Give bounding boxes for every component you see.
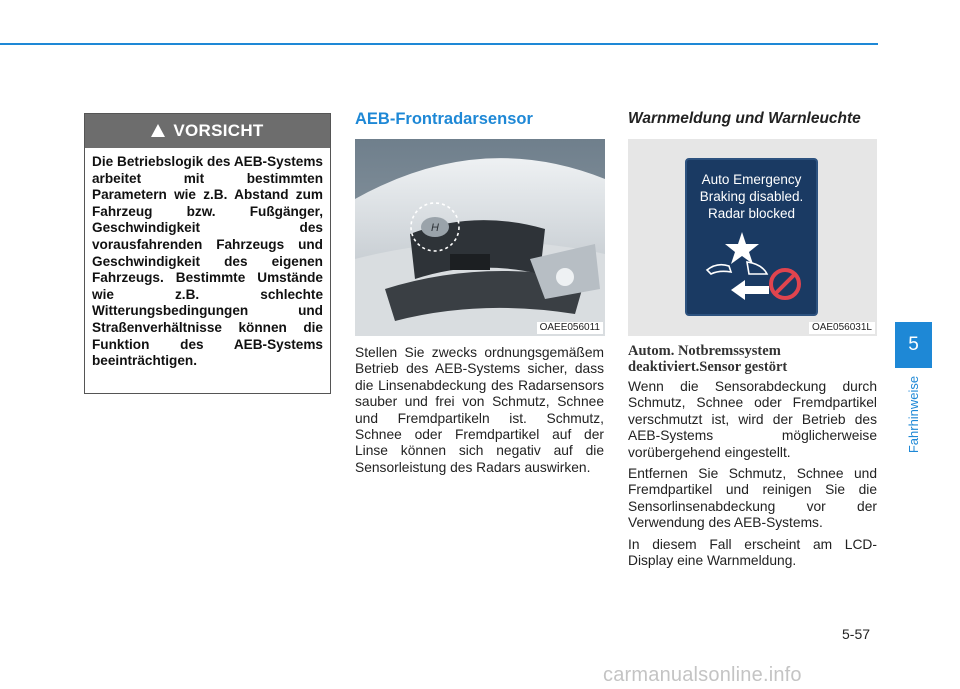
radar-blocked-icon <box>687 222 816 322</box>
warning-section-text <box>628 379 877 574</box>
car-image-label: OAEE056011 <box>537 322 603 334</box>
sensor-section-title: AEB-Frontradarsensor <box>355 110 533 128</box>
paragraph: Wenn die Sensorabdeckung durch Schmutz, Schnee oder Fremdpartikel verschmutzt ist, wird der Betrieb des AEB-Systems möglicherweise vorübergehend eingestellt. <box>628 379 877 460</box>
lcd-message <box>687 171 816 222</box>
lcd-message-heading <box>628 343 877 375</box>
lcd-screen <box>685 158 818 316</box>
caution-text: Die Betriebslogik des AEB-Systems arbeitet mit bestimmten Parametern wie z.B. Abstand zum Fahrzeug bzw. Fußgänger, Geschwindigkeit des vorausfahrenden Fahrzeugs und Geschwindigkeit des eigenen Fahrzeugs. Bestimmte Umstände wie z.B. schlechte Witterungsbedingungen und Straßenverhältnisse können die Funktion des AEB-Systems beeinträchtigen. <box>92 154 323 369</box>
caution-header-label: VORSICHT <box>173 121 264 140</box>
lcd-message-heading-line: Autom. Notbremssystem <box>628 343 781 359</box>
chapter-label <box>892 372 936 456</box>
caution-box <box>84 113 331 394</box>
sensor-section-text: Stellen Sie zwecks ordnungsgemäßem Betrieb des AEB-Systems sicher, dass die Linsenabdeckung des Radarsensors sauber und frei von Schmutz, Schnee und Fremdpartikeln ist. Schmutz, Schnee oder Fremdpartikel auf der Linse können sich negativ auf die Sensorleistung des Radars auswirken. <box>355 345 604 475</box>
page-number: 5-57 <box>842 626 871 642</box>
svg-text:H: H <box>431 222 439 234</box>
car-front-image <box>355 139 605 336</box>
lcd-line: Radar blocked <box>707 206 796 221</box>
lcd-line: Auto Emergency <box>701 172 802 187</box>
caution-header <box>85 114 330 148</box>
paragraph: Entfernen Sie Schmutz, Schnee und Fremdpartikel und reinigen Sie die Sensorlinsenabdeckung vor der Verwendung des AEB-Systems. <box>628 466 877 531</box>
lcd-image-label: OAE056031L <box>809 322 875 334</box>
car-illustration <box>355 139 605 336</box>
top-rule <box>0 43 878 45</box>
lcd-line: Braking disabled. <box>699 189 804 204</box>
chapter-number: 5 <box>895 322 932 368</box>
warning-section-title: Warnmeldung und Warnleuchte <box>628 110 861 127</box>
chapter-label-text: Fahrhinweise <box>906 375 922 453</box>
warning-triangle-icon <box>151 124 165 137</box>
paragraph: In diesem Fall erscheint am LCD-Display eine Warnmeldung. <box>628 536 877 569</box>
lcd-message-heading-line: deaktiviert.Sensor gestört <box>628 359 788 375</box>
lcd-warning-image <box>628 139 877 336</box>
watermark: carmanualsonline.info <box>603 664 802 686</box>
